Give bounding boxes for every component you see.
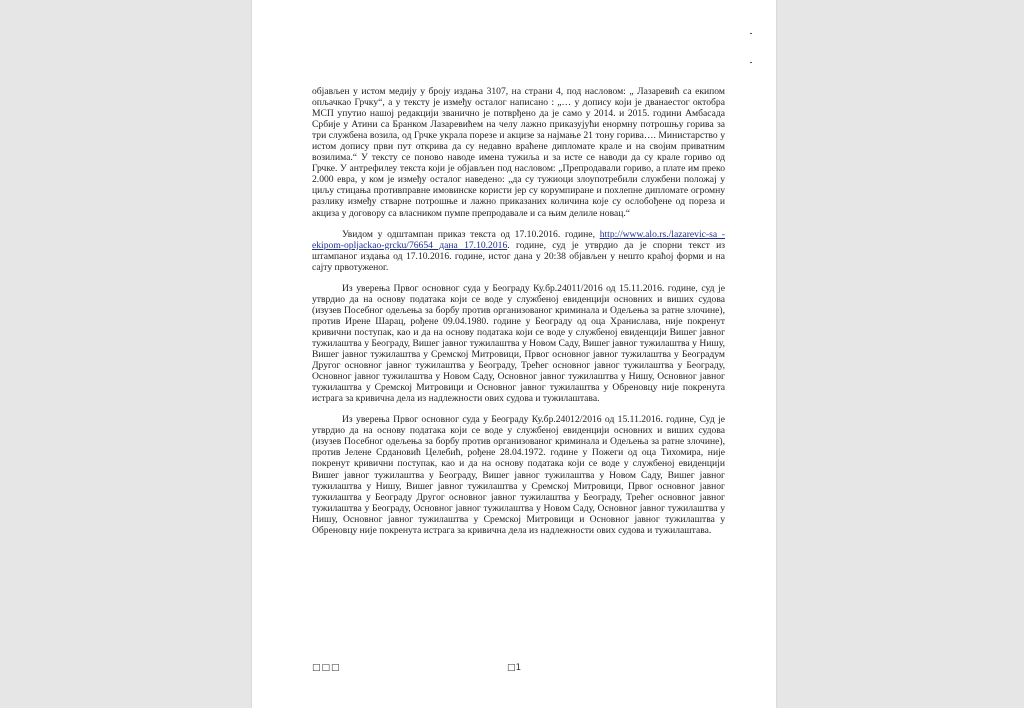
scan-speck (750, 62, 752, 63)
paragraph-4: Из уверења Првог основног суда у Београду Ку.бр.24012/2016 од 15.11.2016. године, Суд је утврдио да на основу података који се воде у службеној евиденцији основних и виших судова (изузев Посебног одељења за борбу против организованог криминала и Одељења за ратне злочине), против Јелене Срдановић Целебић, рођене 28.04.1972. године у Пожеги од оца Тихомира, није покренут кривични поступак, као и да на основу података који се воде у службеној евиденцији Вишег јавног тужилаштва у Београду, Вишег јавног тужилаштва у Новом Саду, Вишег јавног тужилаштва у Нишу, Вишег јавног тужилаштва у Сремској Митровици, Првог основног јавног тужилаштва у Београду Другог основног јавног тужилаштва у Београду, Трећег основног јавног тужилаштва у Београду, Основног јавног тужилаштва у Новом Саду, Основног јавног тужилаштва у Нишу, Основног јавног тужилаштва у Сремској Митровици и Основног јавног тужилаштва у Обреновцу није покренута истрага за кривична дела из надлежности ових судова и тужилаштава. (312, 414, 725, 536)
paragraph-2 (312, 229, 725, 273)
scan-speck (750, 33, 752, 34)
paragraph-2-start: Увидом у одштампан приказ текста од 17.10.2016. године, (342, 228, 595, 240)
footer-glyphs: □□□ (312, 663, 341, 673)
document-body (312, 86, 725, 536)
article-link[interactable]: http://www.alo.rs./lazarevic-sa -ekipom-opljackao-grcku/76654 дана 17.10.2016 (312, 228, 725, 251)
paragraph-3: Из уверења Првог основног суда у Београду Ку.бр.24011/2016 од 15.11.2016. године, суд је утврдио да на основу података који се воде у службеној евиденцији основних и виших судова (изузев Посебног одељења за борбу против организованог криминала и Одељења за ратне злочине), против Ирене Шарац, рођене 09.04.1980. године у Београду од оца Хранислава, није покренут кривични поступак, као и да на основу података који се воде у службеној евиденцији Вишег јавног тужилаштва у Београду, Вишег јавног тужилаштва у Новом Саду, Вишег јавног тужилаштва у Нишу, Вишег јавног тужилаштва у Сремској Митровици, Првог основног јавног тужилаштва у Београдум Другог основног јавног тужилаштва у Београду, Трећег основног јавног тужилаштва у Београду, Основног јавног тужилаштва у Новом Саду, Основног јавног тужилаштва у Нишу, Основног јавног тужилаштва у Сремској Митровици и Основног јавног тужилаштва у Обреновцу није покренута истрага за кривична дела из надлежности ових судова и тужилаштава. (312, 282, 725, 405)
page-footer (312, 663, 725, 675)
paragraph-2-end: . године, суд је утврдио да је спорни текст из штампаног издања од 17.10.2016. године, истог дана у 20:38 објављен у нешто краћој форми и на сајту првотуженог. (312, 239, 726, 273)
document-page (252, 0, 776, 708)
page-number: □1 (507, 663, 522, 673)
paragraph-1: објављен у истом медију у броју издања 3107, на страни 4, под насловом: „ Лазаревић са екипом опљачкао Грчку“, а у тексту је између осталог написано : „… у допису који је дванаестог октобра МСП упутио нашој редакцији званично је потврђено да је само у 2014. и 2015. години Амбасада Србије у Атини са Бранком Лазаревићем на челу лажно приказујући енормну потрошњу горива за три службена возила, од Грчке украла порезе и акцизе за најмање 21 тону горива…. Министарство у истом допису први пут открива да су недавно враћене дипломате крале и на својим приватним возилима.“ У тексту се поново наводе имена тужиља и за исте се наводи да су крале гориво од Грчке. У антрефилеу текста који је објављен под насловом: „Препродавали гориво, а плате им преко 2.000 евра, у ком је између осталог наведено: „да су тужиоци злоупотребили службени положај у циљу стицања противправне имовинске користи јер су корумпиране и похлепне дипломате огромну разлику између стварне потрошње и лажно приказаних количина које су ослобођене од пореза и акциза у договору са власником пумпе препродавале и са њим делиле новац.“ (312, 86, 725, 219)
